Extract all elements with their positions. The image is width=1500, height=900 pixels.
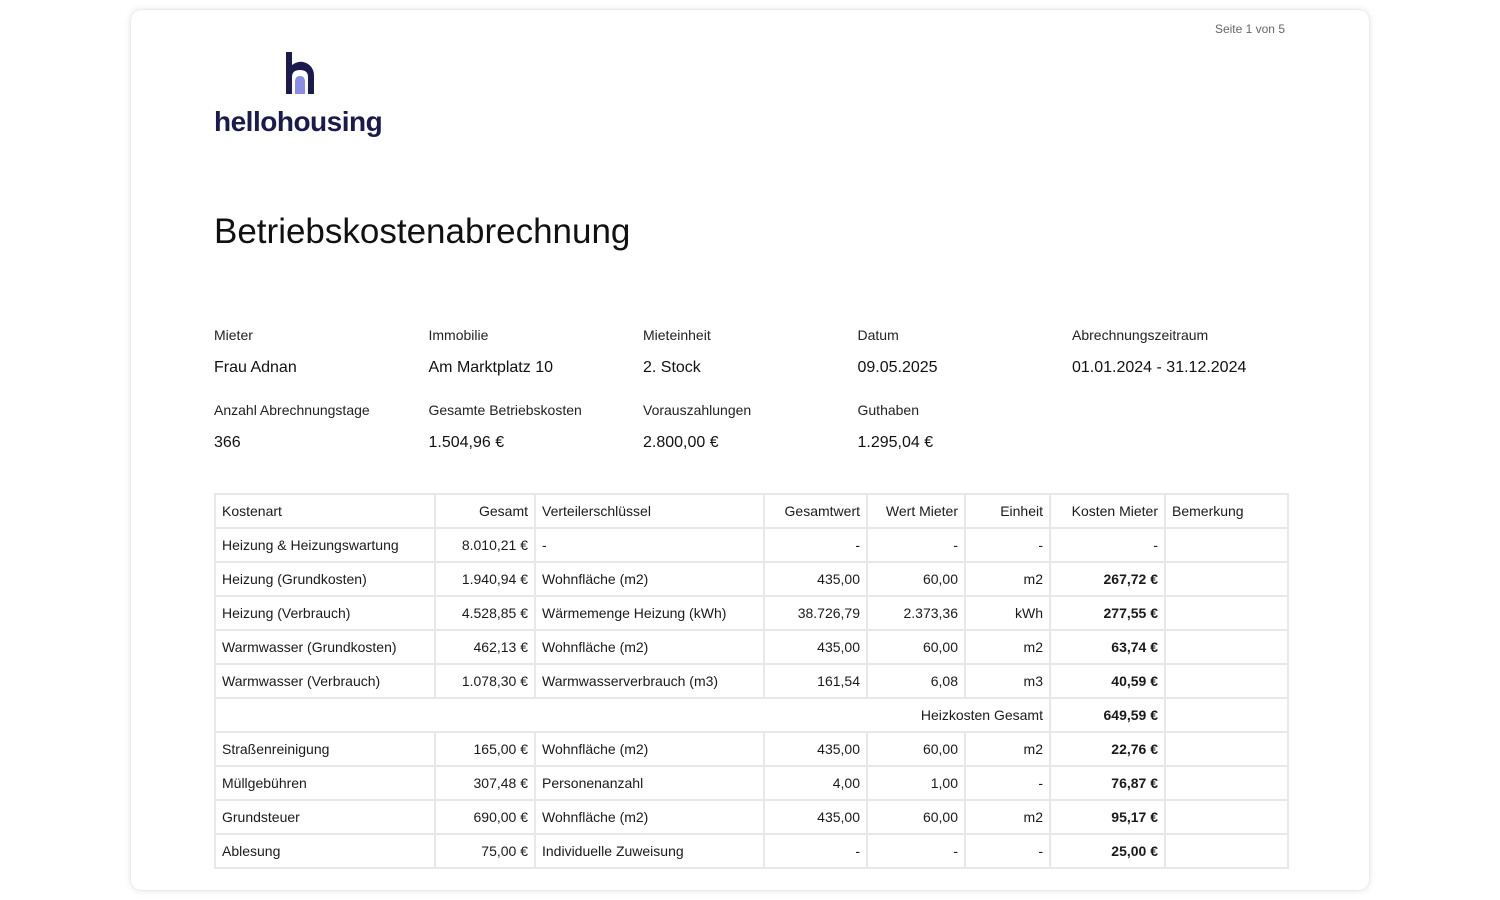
cell-kostenart: Müllgebühren — [215, 766, 435, 800]
table-row — [215, 834, 1288, 868]
subtotal-label: Heizkosten Gesamt — [215, 698, 1050, 732]
cell-gesamtwert: 435,00 — [764, 800, 867, 834]
info-value: Frau Adnan — [214, 359, 297, 376]
table-row — [215, 800, 1288, 834]
cell-kosten-mieter: 277,55 € — [1050, 596, 1165, 630]
cell-einheit: m2 — [965, 732, 1050, 766]
logo-wordmark: hellohousing — [214, 106, 383, 137]
cell-kosten-mieter: 95,17 € — [1050, 800, 1165, 834]
info-row-2 — [214, 401, 1286, 476]
info-label: Mieter — [214, 327, 253, 343]
cell-bemerkung — [1165, 630, 1288, 664]
info-value: 1.504,96 € — [428, 434, 505, 451]
table-row — [215, 766, 1288, 800]
cell-wert-mieter: 60,00 — [867, 732, 965, 766]
cell-gesamtwert: 435,00 — [764, 562, 867, 596]
cell-einheit: - — [965, 766, 1050, 800]
info-guthaben — [858, 401, 1073, 476]
info-label: Abrechnungszeitraum — [1072, 327, 1209, 343]
info-label: Mieteinheit — [643, 327, 711, 343]
cell-kosten-mieter: 63,74 € — [1050, 630, 1165, 664]
info-value: 01.01.2024 - 31.12.2024 — [1072, 359, 1247, 376]
cell-kosten-mieter: 25,00 € — [1050, 834, 1165, 868]
subtotal-value: 649,59 € — [1050, 698, 1165, 732]
cell-gesamt: 1.078,30 € — [435, 664, 535, 698]
cell-verteilerschluessel: Wärmemenge Heizung (kWh) — [535, 596, 764, 630]
cell-einheit: m2 — [965, 630, 1050, 664]
cell-wert-mieter: 2.373,36 — [867, 596, 965, 630]
cell-bemerkung — [1165, 766, 1288, 800]
cell-wert-mieter: 6,08 — [867, 664, 965, 698]
cell-kostenart: Warmwasser (Verbrauch) — [215, 664, 435, 698]
cell-kostenart: Warmwasser (Grundkosten) — [215, 630, 435, 664]
cell-verteilerschluessel: Wohnfläche (m2) — [535, 800, 764, 834]
table-row — [215, 596, 1288, 630]
cell-verteilerschluessel: Wohnfläche (m2) — [535, 732, 764, 766]
cell-einheit: - — [965, 834, 1050, 868]
info-mieteinheit — [643, 326, 858, 401]
page-number: Seite 1 von 5 — [1214, 22, 1285, 36]
cell-gesamtwert: 161,54 — [764, 664, 867, 698]
hellohousing-logo — [214, 50, 394, 140]
cell-kosten-mieter: 76,87 € — [1050, 766, 1165, 800]
cell-kostenart: Straßenreinigung — [215, 732, 435, 766]
cell-verteilerschluessel: Wohnfläche (m2) — [535, 562, 764, 596]
cell-gesamt: 690,00 € — [435, 800, 535, 834]
cell-gesamt: 165,00 € — [435, 732, 535, 766]
table-row — [215, 528, 1288, 562]
info-label: Datum — [857, 327, 899, 343]
cell-kosten-mieter: 40,59 € — [1050, 664, 1165, 698]
table-row — [215, 630, 1288, 664]
header-einheit: Einheit — [965, 494, 1050, 528]
table-row — [215, 562, 1288, 596]
cell-kostenart: Ablesung — [215, 834, 435, 868]
cell-kostenart: Grundsteuer — [215, 800, 435, 834]
header-gesamt: Gesamt — [435, 494, 535, 528]
header-kosten-mieter: Kosten Mieter — [1050, 494, 1165, 528]
cell-bemerkung — [1165, 596, 1288, 630]
info-label: Gesamte Betriebskosten — [428, 402, 582, 418]
info-row-1 — [214, 326, 1286, 401]
info-grid — [214, 326, 1286, 476]
cell-gesamtwert: - — [764, 834, 867, 868]
info-label: Immobilie — [428, 327, 489, 343]
cell-bemerkung — [1165, 528, 1288, 562]
info-label: Anzahl Abrechnungstage — [214, 402, 370, 418]
info-mieter — [214, 326, 429, 401]
cell-kostenart: Heizung (Grundkosten) — [215, 562, 435, 596]
cell-gesamtwert: 38.726,79 — [764, 596, 867, 630]
cell-verteilerschluessel: Warmwasserverbrauch (m3) — [535, 664, 764, 698]
info-abrechnungstage — [214, 401, 429, 476]
cell-kostenart: Heizung (Verbrauch) — [215, 596, 435, 630]
cell-wert-mieter: 60,00 — [867, 800, 965, 834]
info-immobilie — [429, 326, 644, 401]
info-label: Guthaben — [857, 402, 919, 418]
info-value: 366 — [214, 434, 241, 451]
cell-einheit: - — [965, 528, 1050, 562]
cell-verteilerschluessel: Personenanzahl — [535, 766, 764, 800]
cell-bemerkung — [1165, 800, 1288, 834]
cell-wert-mieter: 1,00 — [867, 766, 965, 800]
cell-einheit: m2 — [965, 562, 1050, 596]
table-header-row — [215, 494, 1288, 528]
cell-gesamt: 4.528,85 € — [435, 596, 535, 630]
cell-gesamt: 8.010,21 € — [435, 528, 535, 562]
cell-wert-mieter: 60,00 — [867, 562, 965, 596]
cell-gesamt: 75,00 € — [435, 834, 535, 868]
info-gesamte-betriebskosten — [429, 401, 644, 476]
info-abrechnungszeitraum — [1072, 326, 1287, 401]
header-gesamtwert: Gesamtwert — [764, 494, 867, 528]
info-value: 1.295,04 € — [857, 434, 934, 451]
header-bemerkung: Bemerkung — [1165, 494, 1288, 528]
cell-bemerkung — [1165, 732, 1288, 766]
cell-verteilerschluessel: - — [535, 528, 764, 562]
cell-gesamt: 307,48 € — [435, 766, 535, 800]
cell-kosten-mieter: 22,76 € — [1050, 732, 1165, 766]
header-wert-mieter: Wert Mieter — [867, 494, 965, 528]
table-row — [215, 664, 1288, 698]
info-label: Vorauszahlungen — [643, 402, 752, 418]
cell-einheit: m3 — [965, 664, 1050, 698]
cell-bemerkung — [1165, 834, 1288, 868]
cell-wert-mieter: 60,00 — [867, 630, 965, 664]
cell-wert-mieter: - — [867, 834, 965, 868]
info-value: 2.800,00 € — [643, 434, 719, 451]
subtotal-row — [215, 698, 1288, 732]
cell-wert-mieter: - — [867, 528, 965, 562]
info-value: 2. Stock — [643, 359, 701, 376]
cell-gesamtwert: 4,00 — [764, 766, 867, 800]
info-value: 09.05.2025 — [857, 359, 938, 376]
cell-kostenart: Heizung & Heizungswartung — [215, 528, 435, 562]
cell-verteilerschluessel: Wohnfläche (m2) — [535, 630, 764, 664]
info-datum — [858, 326, 1073, 401]
house-h-icon — [282, 50, 318, 96]
info-value: Am Marktplatz 10 — [428, 359, 553, 376]
cell-verteilerschluessel: Individuelle Zuweisung — [535, 834, 764, 868]
cell-einheit: m2 — [965, 800, 1050, 834]
cell-bemerkung — [1165, 698, 1288, 732]
cell-kosten-mieter: 267,72 € — [1050, 562, 1165, 596]
header-kostenart: Kostenart — [215, 494, 435, 528]
cell-gesamtwert: 435,00 — [764, 732, 867, 766]
table-row — [215, 732, 1288, 766]
info-vorauszahlungen — [643, 401, 858, 476]
cell-gesamtwert: 435,00 — [764, 630, 867, 664]
cell-gesamtwert: - — [764, 528, 867, 562]
cell-kosten-mieter: - — [1050, 528, 1165, 562]
cell-bemerkung — [1165, 562, 1288, 596]
document-page — [131, 10, 1369, 890]
cost-table — [214, 493, 1289, 869]
header-verteilerschluessel: Verteilerschlüssel — [535, 494, 764, 528]
cell-bemerkung — [1165, 664, 1288, 698]
cell-gesamt: 1.940,94 € — [435, 562, 535, 596]
cell-einheit: kWh — [965, 596, 1050, 630]
cell-gesamt: 462,13 € — [435, 630, 535, 664]
document-title: Betriebskostenabrechnung — [214, 212, 631, 251]
